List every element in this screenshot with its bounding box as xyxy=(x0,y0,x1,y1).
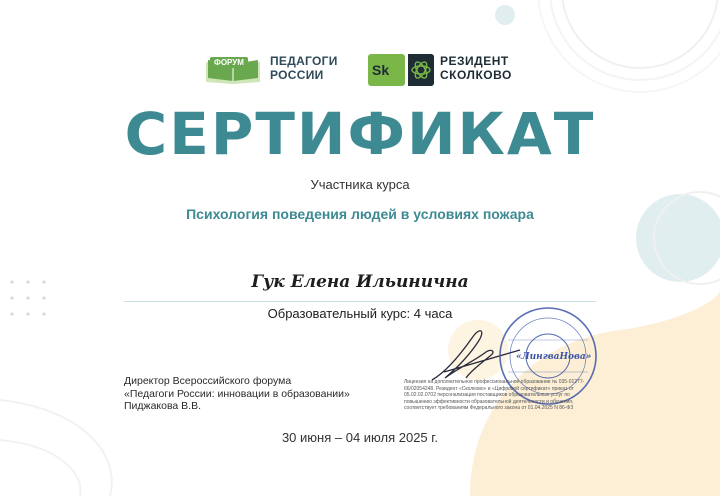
forum-logo xyxy=(204,52,354,88)
certificate-title: СЕРТИФИКАТ xyxy=(124,100,596,168)
forum-name xyxy=(270,54,360,82)
sk-letters: Sk xyxy=(372,62,390,78)
course-hours: Образовательный курс: 4 часа xyxy=(267,306,453,321)
director-block xyxy=(124,375,350,413)
director-line3: Пиджакова В.В. xyxy=(124,400,202,412)
forum-name-line2: РОССИИ xyxy=(270,68,324,82)
bottom-left-arc xyxy=(0,400,112,496)
skolkovo-logo xyxy=(368,52,528,88)
skolkovo-name xyxy=(440,54,530,82)
name-divider xyxy=(124,301,596,302)
certificate-subtitle: Участника курса xyxy=(310,177,410,192)
mint-dot-top xyxy=(495,5,515,25)
atom-icon xyxy=(408,54,434,86)
skolkovo-name-line2: СКОЛКОВО xyxy=(440,68,512,82)
top-right-arcs xyxy=(562,0,718,68)
stamp-center-text: «ЛингваНова» xyxy=(516,352,592,362)
director-line1: Директор Всероссийского форума xyxy=(124,375,292,387)
peach-small xyxy=(448,320,508,380)
sk-box xyxy=(368,54,405,86)
director-line2: «Педагоги России: инновации в образовании» xyxy=(124,387,350,400)
course-name: Психология поведения людей в условиях пожара xyxy=(186,206,534,222)
forum-name-line1: ПЕДАГОГИ xyxy=(270,54,338,68)
forum-badge-label: ФОРУМ xyxy=(210,57,248,68)
course-dates: 30 июня – 04 июля 2025 г. xyxy=(281,430,439,445)
skolkovo-name-line1: РЕЗИДЕНТ xyxy=(440,54,509,68)
recipient-name: Гук Елена Ильинична xyxy=(251,272,469,292)
license-text: Лицензия на дополнительное профессиональное образование № 035-01277-66/02054248. Резидент «Сколково» и «Цифровой сертификат» приказ от 05.02.02.0702 персонализация поставщиков образовательных услуг по повышению эффективности образовательной деятельности и обучения, соответствует требованиям Федерального закона от 01.04.2025 N 86-ФЗ xyxy=(404,379,585,411)
